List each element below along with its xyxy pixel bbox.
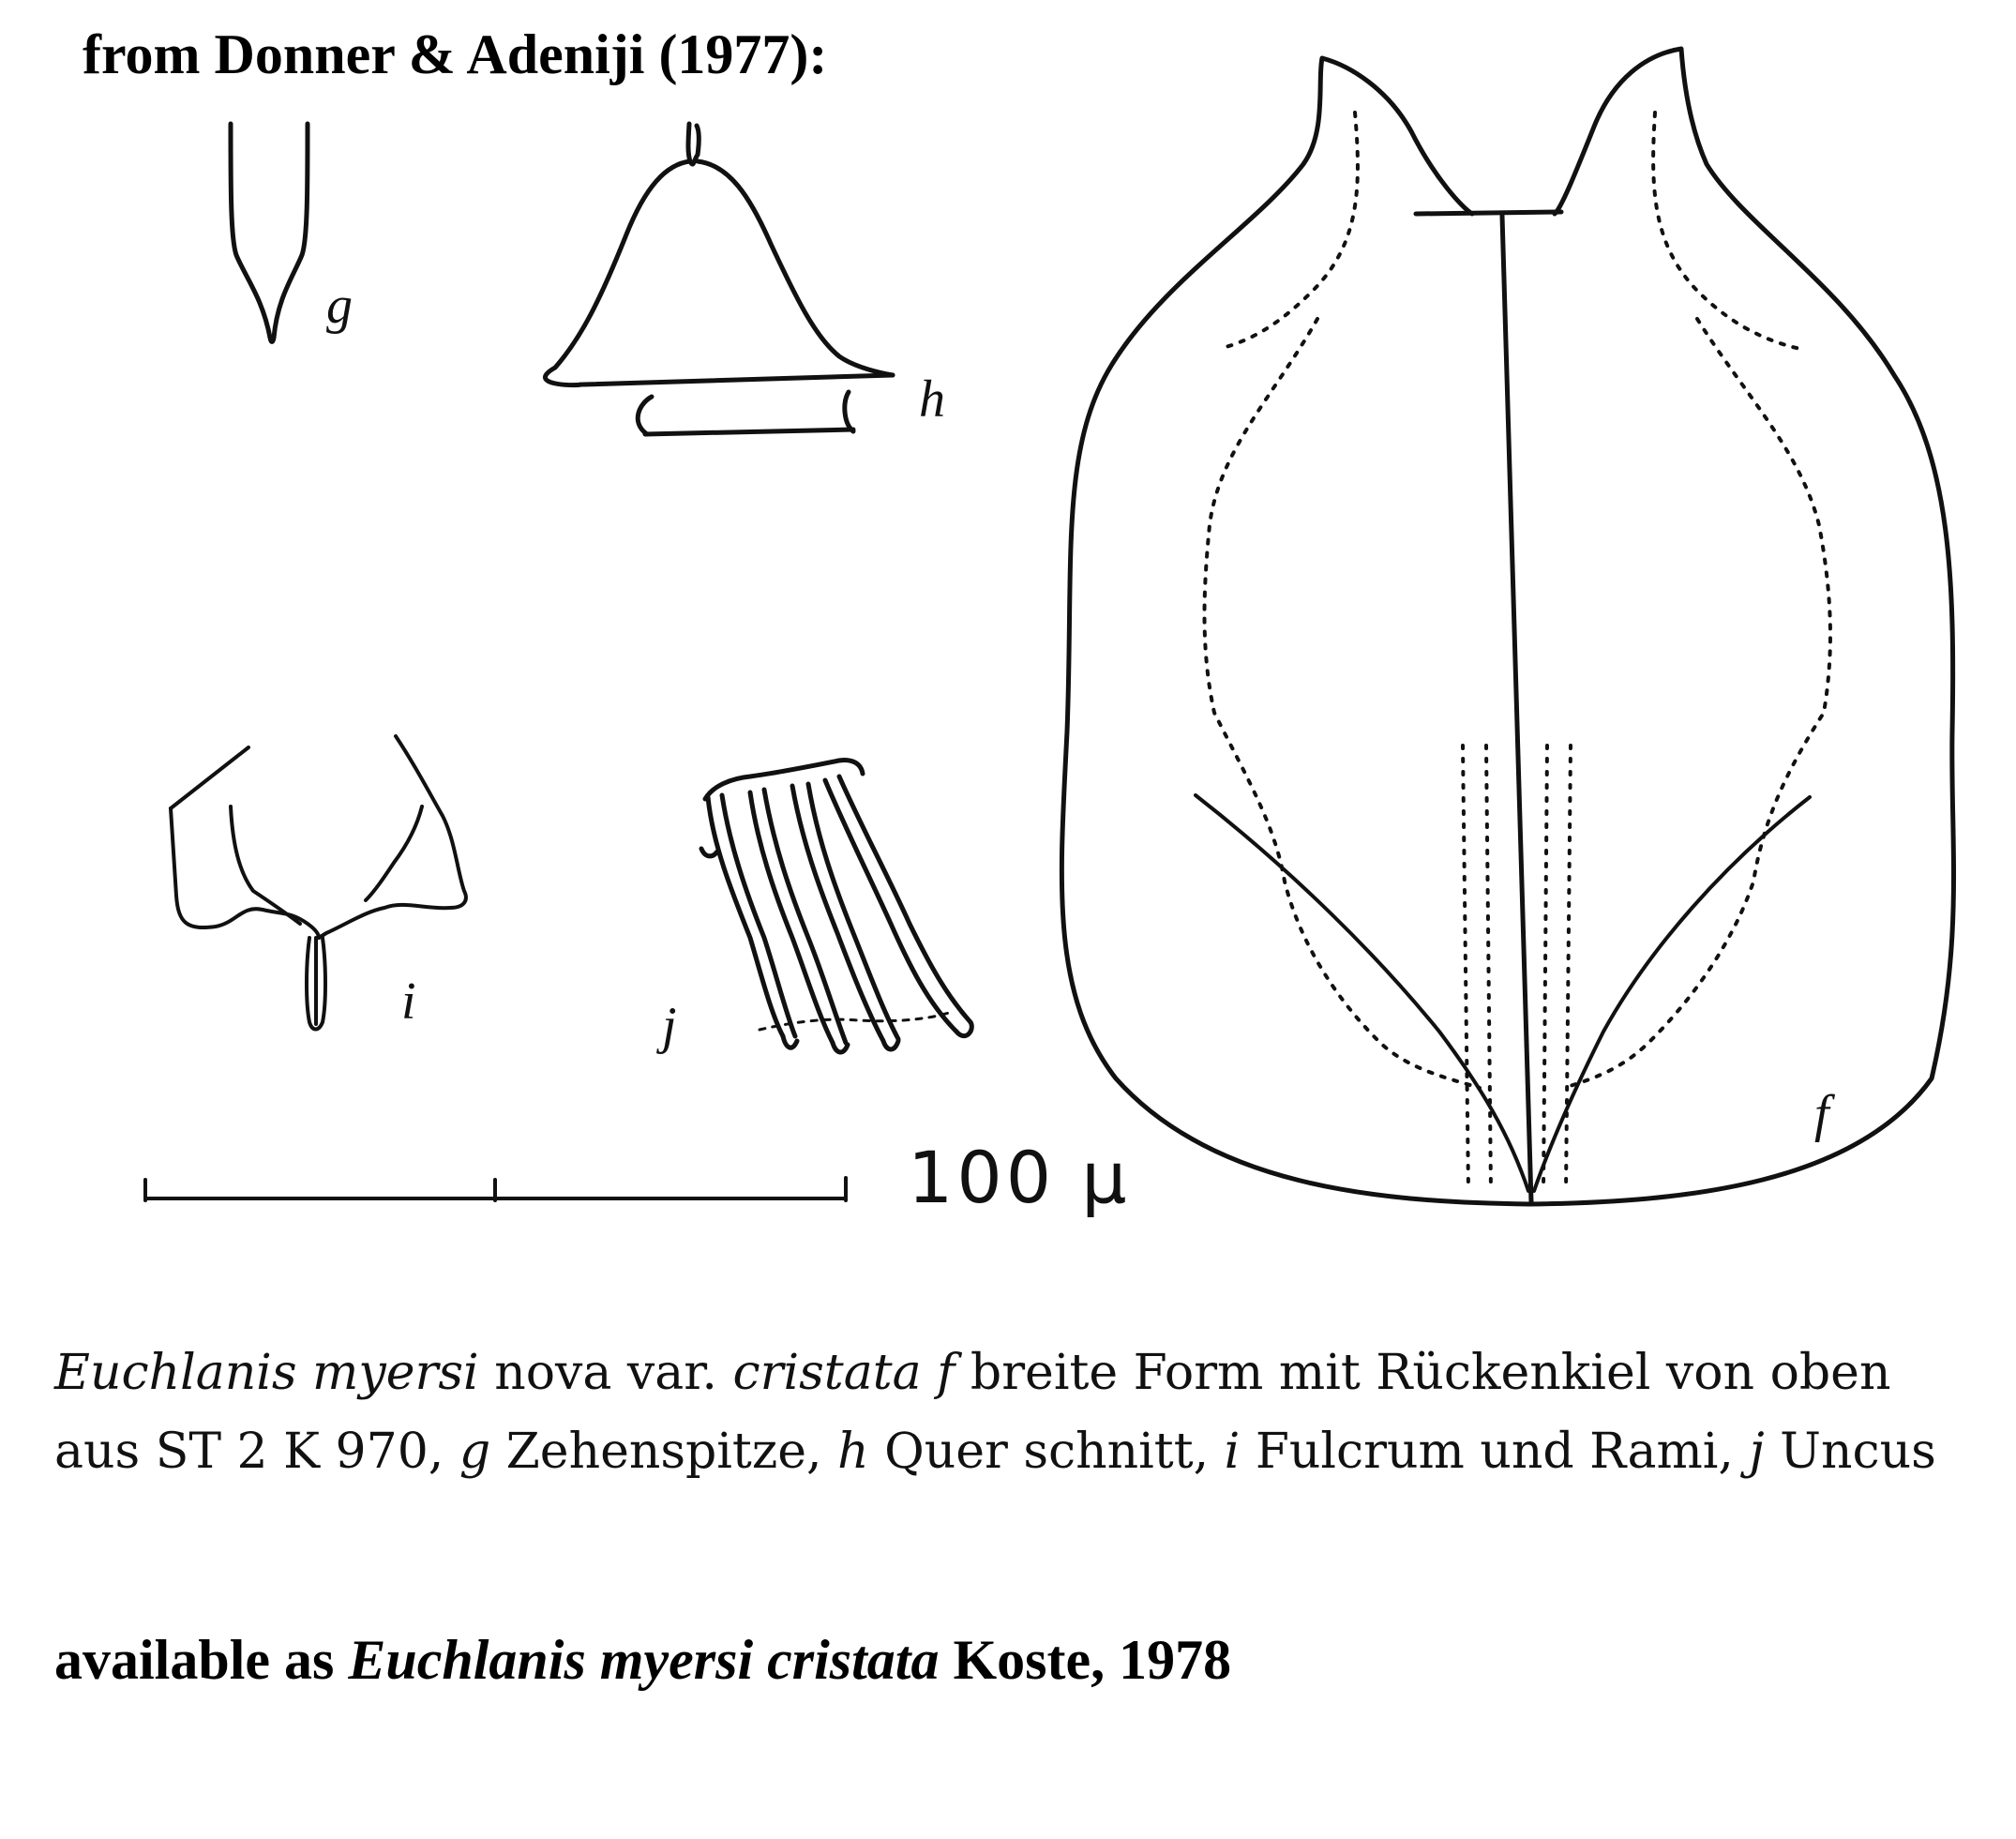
label-i: i [401,972,416,1031]
drawing-g-toe-tip [231,124,308,342]
drawing-i-fulcrum-rami [171,736,466,1030]
drawing-j-uncus [701,761,971,1053]
caption-text-5: Fulcrum und Rami, [1240,1424,1750,1480]
label-h: h [919,370,945,429]
caption-text-4: Quer schnitt, [868,1424,1225,1480]
footer-suffix: Koste, 1978 [939,1629,1232,1691]
caption-text-6: Uncus [1764,1424,1936,1480]
caption-j: j [1749,1424,1765,1480]
drawing-f-lorica [1061,49,1953,1204]
caption-text-2: breite Form mit Rückenkiel von oben aus ST 2 K 970, [54,1345,1891,1480]
drawing-h-cross-section [545,124,893,434]
caption-f: f [921,1345,970,1401]
scale-bar-label: 100 µ [908,1136,1131,1219]
label-j: j [662,997,677,1055]
footer-prefix: available as [54,1629,349,1691]
caption-text-1: nova var. [478,1345,733,1401]
footer-name: Euchlanis myersi cristata [348,1629,940,1691]
scale-bar [145,1178,846,1200]
caption-h: h [837,1424,869,1480]
caption-i: i [1224,1424,1241,1480]
caption-variety: cristata [732,1345,922,1401]
label-f: f [1814,1085,1829,1143]
caption-g: g [459,1424,491,1480]
caption-species: Euchlanis myersi [54,1345,479,1401]
caption-text-3: Zehenspitze, [490,1424,838,1480]
source-heading: from Donner & Adeniji (1977): [83,23,828,85]
figure-caption [54,1334,1986,1491]
availability-note [54,1629,1232,1691]
label-g: g [326,277,353,335]
